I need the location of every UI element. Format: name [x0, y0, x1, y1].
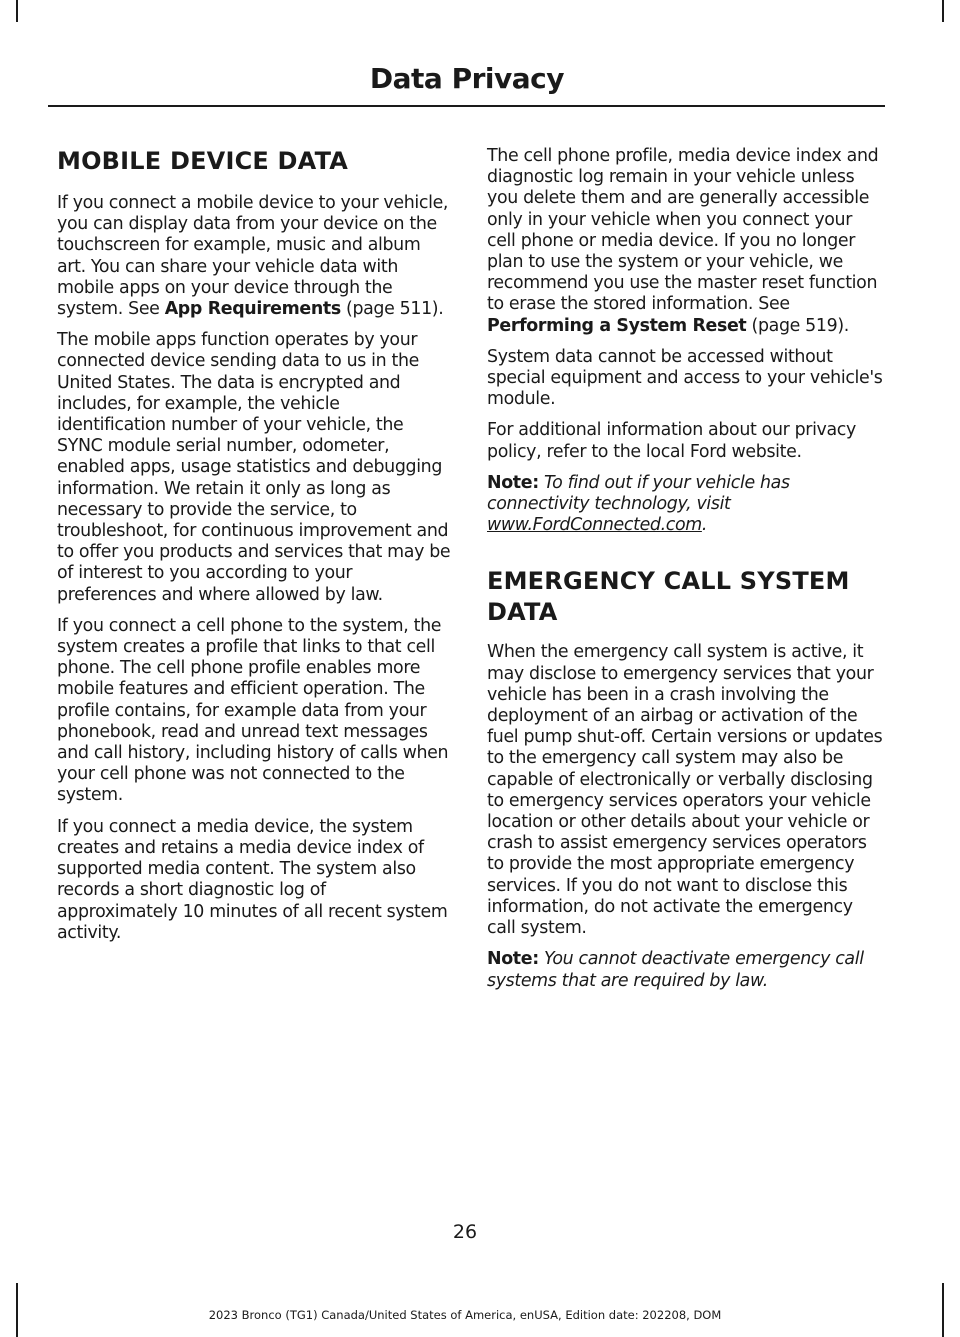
- paragraph: When the emergency call system is active, it may disclose to emergency services that your vehicle has been in a crash involving the deployment of an airbag or activation of the fuel pump shut-off. Certain versions or updates to the emergency call system may also be capable of electronically or verbally disclosing to emergency services operators your vehicle location or other details about your vehicle or crash to assist emergency services operators to provide the most appropriate emergency services. If you do not want to disclose this information, do not activate the emergency call system.: [487, 642, 883, 939]
- note-label: Note:: [487, 949, 539, 970]
- paragraph: For additional information about our privacy policy, refer to the local Ford website.: [487, 420, 856, 462]
- paragraph: If you connect a cell phone to the system, the system creates a profile that links to that cell phone. The cell phone profile enables more mobile features and efficient operation. The profile contains, for example data from your phonebook, read and unread text messages and call history, including history of calls when your cell phone was not connected to the system.: [57, 615, 449, 806]
- left-column: [57, 146, 451, 954]
- fordconnected-link[interactable]: www.FordConnected.com: [487, 515, 702, 536]
- paragraph: If you connect a mobile device to your vehicle, you can display data from your device on the touchscreen for example, music and album art. You can share your vehicle data with mobile apps on your device through the system. See App Requirements (page 511).: [57, 193, 449, 320]
- paragraph: If you connect a media device, the system creates and retains a media device index of supported media content. The system also records a short diagnostic log of approximately 10 minutes of all recent system activity.: [57, 816, 448, 943]
- section-heading-emergency-call-system-data: EMERGENCY CALL SYSTEM DATA: [487, 567, 850, 627]
- paragraph: The mobile apps function operates by your connected device sending data to us in the United States. The data is encrypted and includes, for example, the vehicle identification number of your vehicle, the SYNC module serial number, odometer, enabled apps, usage statistics and debugging information. We retain it only as long as necessary to provide the service, to troubleshoot, for continuous improvement and to offer you products and services that may be of interest to you according to your preferences and where allowed by law.: [57, 330, 451, 605]
- crop-mark-top-left: [16, 0, 18, 22]
- note: Note: You cannot deactivate emergency call systems that are required by law.: [487, 949, 864, 991]
- note: Note: To find out if your vehicle has connectivity technology, visit www.FordConnected.com.: [487, 472, 790, 536]
- paragraph: System data cannot be accessed without special equipment and access to your vehicle's module.: [487, 346, 883, 410]
- page-number: 26: [452, 1221, 478, 1243]
- page-header-title: Data Privacy: [369, 62, 564, 95]
- cross-reference[interactable]: Performing a System Reset: [487, 315, 747, 336]
- paragraph: The cell phone profile, media device index and diagnostic log remain in your vehicle unless you delete them and are generally accessible only in your vehicle when you connect your cell phone or media device. If you no longer plan to use the system or your vehicle, we recommend you use the master reset function to erase the stored information. See Performing a System Reset (page 519).: [487, 146, 879, 336]
- right-column: [487, 146, 883, 1002]
- crop-mark-top-right: [942, 0, 944, 22]
- cross-reference[interactable]: App Requirements: [164, 299, 341, 320]
- crop-mark-bottom-right: [942, 1283, 944, 1337]
- footer-edition-info: 2023 Bronco (TG1) Canada/United States of America, enUSA, Edition date: 202208, DOM: [208, 1308, 722, 1322]
- section-heading-mobile-device-data: MOBILE DEVICE DATA: [57, 147, 349, 175]
- header-rule: [48, 105, 885, 107]
- note-label: Note:: [487, 472, 539, 493]
